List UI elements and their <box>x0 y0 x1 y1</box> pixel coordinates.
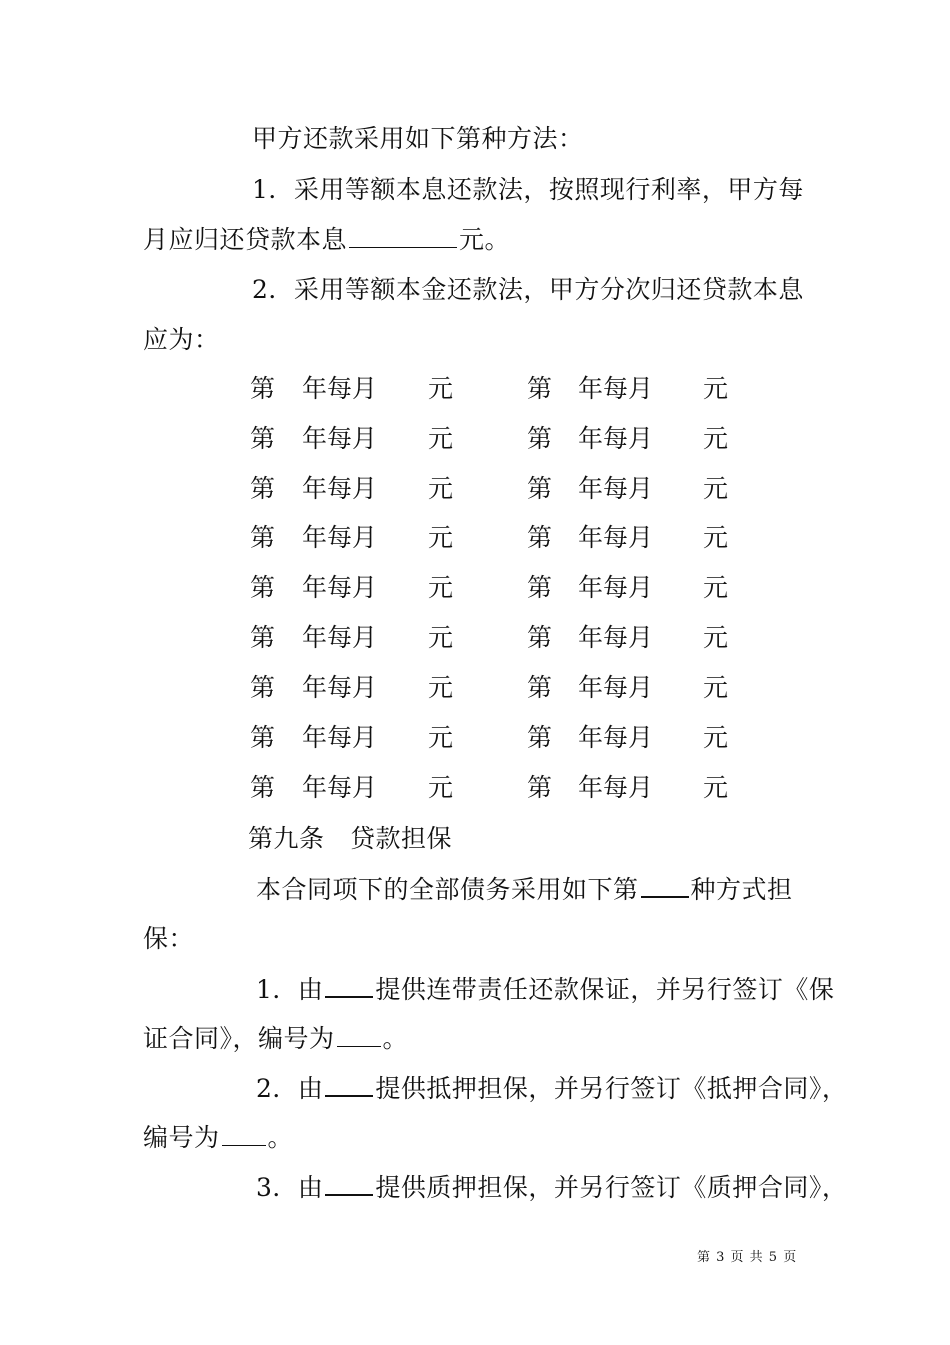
schedule-monthly-label: 年每月 <box>302 673 378 702</box>
schedule-year-label: 第 <box>250 424 276 453</box>
schedule-year-label: 第 <box>250 374 276 403</box>
text: 。 <box>382 1024 409 1053</box>
schedule-monthly-label: 年每月 <box>578 424 654 453</box>
text: 第九条 贷款担保 <box>248 824 453 853</box>
schedule-monthly-label: 年每月 <box>302 374 378 403</box>
text: 月应归还贷款本息 <box>143 225 348 254</box>
text: 采用等额本金还款法，甲方分次归还贷款本息 <box>293 275 804 304</box>
schedule-yuan-label: 元 <box>703 623 729 652</box>
option-2-line-1 <box>252 273 804 307</box>
schedule-monthly-label: 年每月 <box>578 673 654 702</box>
fill-blank <box>349 223 457 248</box>
schedule-year-label: 第 <box>527 573 553 602</box>
fill-blank <box>325 1170 373 1196</box>
schedule-year-label: 第 <box>527 374 553 403</box>
schedule-yuan-label: 元 <box>428 723 454 752</box>
schedule-year-label: 第 <box>527 723 553 752</box>
schedule-monthly-label: 年每月 <box>578 374 654 403</box>
schedule-year-label: 第 <box>527 474 553 503</box>
schedule-year-label: 第 <box>250 623 276 652</box>
text: 由 <box>297 1074 324 1103</box>
option-number: 1． <box>252 175 294 204</box>
fill-blank <box>337 1022 381 1047</box>
option-number: 2． <box>256 1074 298 1103</box>
schedule-yuan-label: 元 <box>703 773 729 802</box>
schedule-yuan-label: 元 <box>428 374 454 403</box>
fill-blank <box>325 972 373 998</box>
schedule-yuan-label: 元 <box>428 523 454 552</box>
option-number: 3． <box>256 1173 298 1202</box>
schedule-year-label: 第 <box>250 723 276 752</box>
page-footer: 第 3 页 共 5 页 <box>697 1250 798 1265</box>
schedule-year-label: 第 <box>527 523 553 552</box>
schedule-yuan-label: 元 <box>703 474 729 503</box>
schedule-yuan-label: 元 <box>428 474 454 503</box>
paragraph-repayment-method <box>252 122 584 156</box>
guarantee-3-line-1 <box>256 1170 847 1205</box>
option-number: 1． <box>256 975 298 1004</box>
schedule-monthly-label: 年每月 <box>578 474 654 503</box>
schedule-yuan-label: 元 <box>428 573 454 602</box>
text: 提供连带责任还款保证，并另行签订《保 <box>375 975 835 1004</box>
text: 提供质押担保，并另行签订《质押合同》， <box>375 1173 848 1202</box>
text: 元。 <box>459 225 511 254</box>
schedule-year-label: 第 <box>250 523 276 552</box>
schedule-monthly-label: 年每月 <box>578 573 654 602</box>
option-number: 2． <box>252 275 294 304</box>
schedule-year-label: 第 <box>527 773 553 802</box>
option-2-line-2 <box>143 323 220 357</box>
schedule-yuan-label: 元 <box>703 673 729 702</box>
schedule-yuan-label: 元 <box>703 424 729 453</box>
schedule-year-label: 第 <box>250 773 276 802</box>
schedule-yuan-label: 元 <box>703 573 729 602</box>
schedule-monthly-label: 年每月 <box>578 523 654 552</box>
schedule-yuan-label: 元 <box>703 523 729 552</box>
text: 采用等额本息还款法，按照现行利率，甲方每 <box>293 175 804 204</box>
option-1-line-1 <box>252 173 804 207</box>
fill-blank <box>222 1121 266 1146</box>
text: 应为： <box>143 325 220 354</box>
schedule-monthly-label: 年每月 <box>302 773 378 802</box>
text: 证合同》，编号为 <box>143 1024 335 1053</box>
text: 种方式担 <box>690 875 793 904</box>
article-heading <box>248 822 452 856</box>
guarantee-intro-line-2 <box>143 922 194 956</box>
schedule-monthly-label: 年每月 <box>578 723 654 752</box>
schedule-monthly-label: 年每月 <box>302 623 378 652</box>
schedule-year-label: 第 <box>527 623 553 652</box>
guarantee-intro-line-1 <box>256 872 793 907</box>
text: 编号为 <box>143 1123 220 1152</box>
schedule-yuan-label: 元 <box>703 374 729 403</box>
schedule-monthly-label: 年每月 <box>302 723 378 752</box>
schedule-monthly-label: 年每月 <box>578 773 654 802</box>
schedule-year-label: 第 <box>527 673 553 702</box>
schedule-monthly-label: 年每月 <box>302 424 378 453</box>
schedule-yuan-label: 元 <box>428 673 454 702</box>
schedule-yuan-label: 元 <box>428 623 454 652</box>
text: 。 <box>267 1123 294 1152</box>
schedule-year-label: 第 <box>250 474 276 503</box>
schedule-monthly-label: 年每月 <box>302 474 378 503</box>
text: 本合同项下的全部债务采用如下第 <box>256 875 639 904</box>
guarantee-1-line-1 <box>256 972 834 1007</box>
text: 甲方还款采用如下第种方法： <box>252 124 584 153</box>
schedule-monthly-label: 年每月 <box>578 623 654 652</box>
text: 保： <box>143 924 195 953</box>
schedule-yuan-label: 元 <box>703 723 729 752</box>
schedule-yuan-label: 元 <box>428 773 454 802</box>
fill-blank <box>641 872 689 898</box>
schedule-year-label: 第 <box>527 424 553 453</box>
schedule-monthly-label: 年每月 <box>302 523 378 552</box>
option-1-line-2 <box>143 223 510 257</box>
text: 提供抵押担保，并另行签订《抵押合同》， <box>375 1074 848 1103</box>
guarantee-1-line-2 <box>143 1022 408 1056</box>
guarantee-2-line-1 <box>256 1071 847 1106</box>
schedule-monthly-label: 年每月 <box>302 573 378 602</box>
text: 由 <box>297 975 324 1004</box>
guarantee-2-line-2 <box>143 1121 293 1155</box>
schedule-year-label: 第 <box>250 573 276 602</box>
fill-blank <box>325 1071 373 1097</box>
text: 由 <box>297 1173 324 1202</box>
schedule-year-label: 第 <box>250 673 276 702</box>
schedule-yuan-label: 元 <box>428 424 454 453</box>
